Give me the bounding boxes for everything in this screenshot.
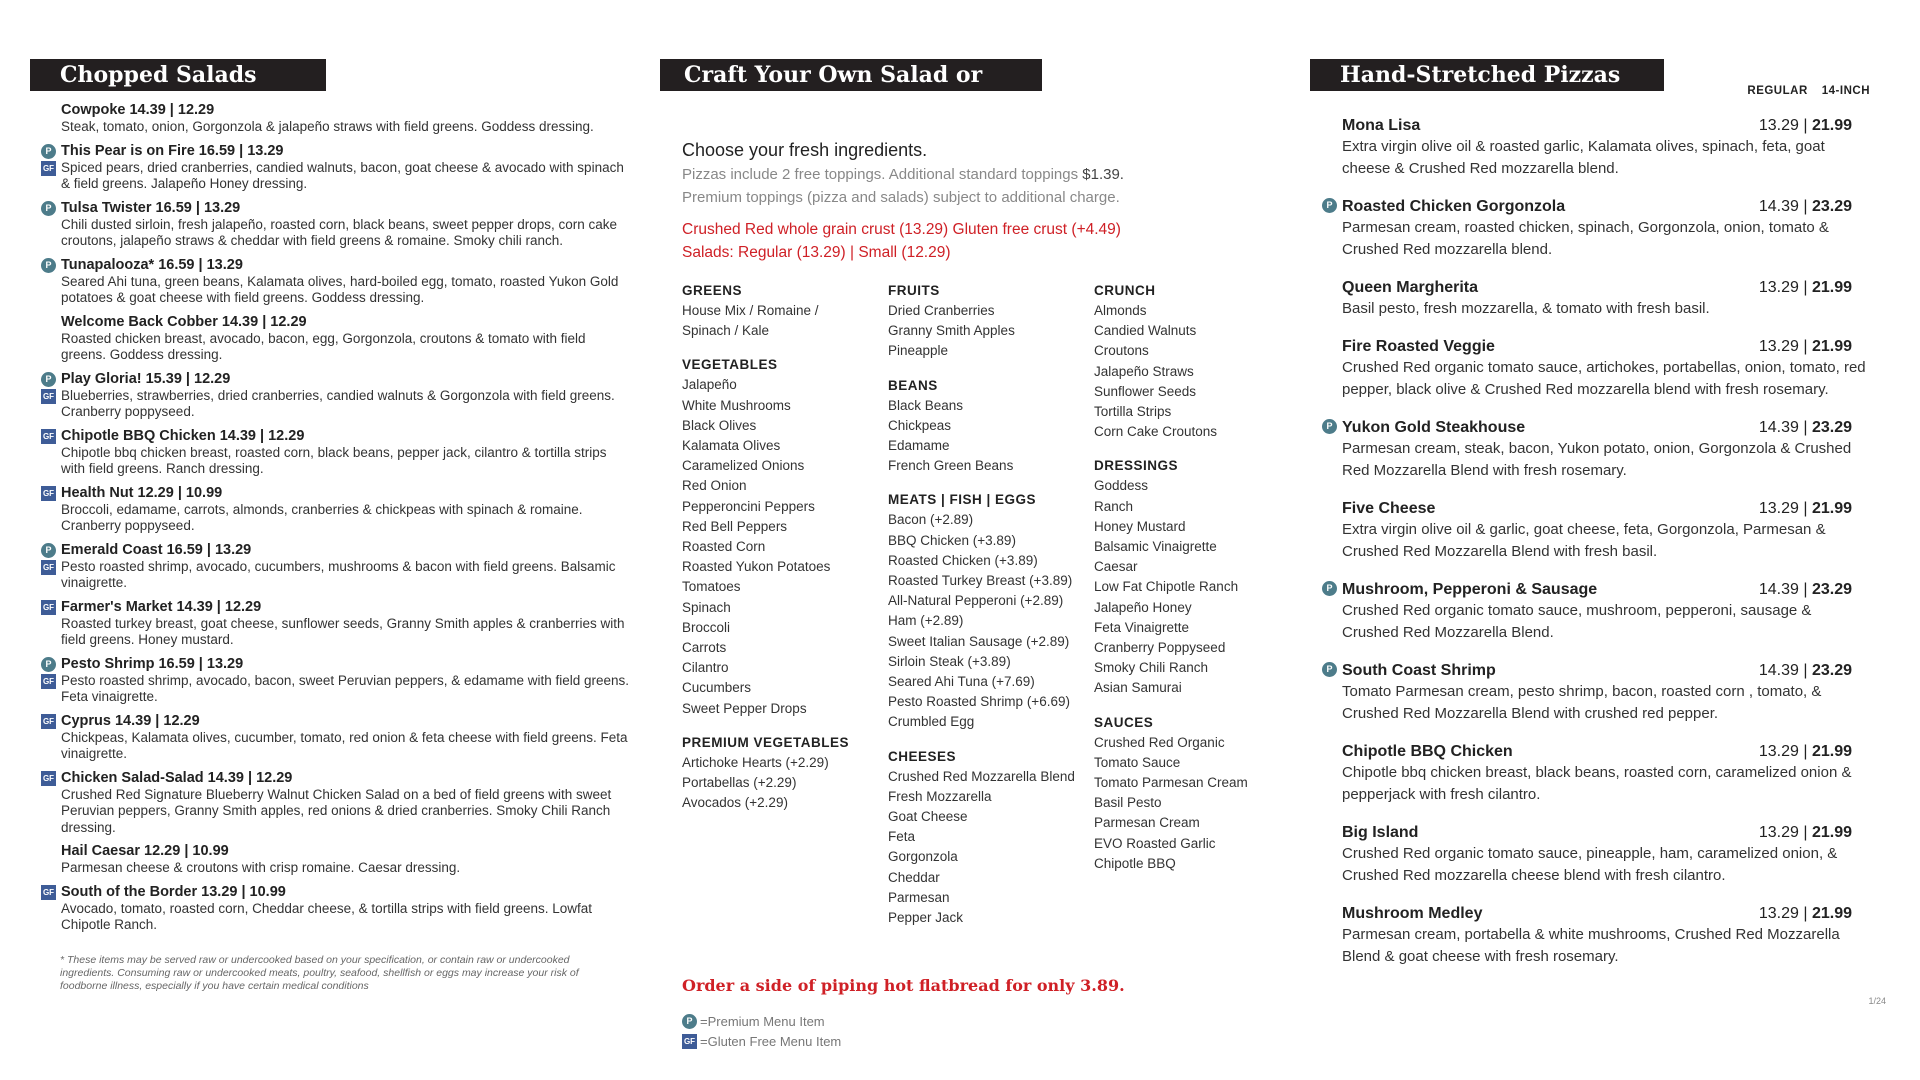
gluten-free-icon: GF xyxy=(41,771,56,786)
ingredient-group xyxy=(1094,713,1300,874)
ingredient-group-title: GREENS xyxy=(682,283,743,298)
salad-name: Cyprus 14.39 | 12.29 xyxy=(61,712,200,729)
salad-name: Chipotle BBQ Chicken 14.39 | 12.29 xyxy=(61,427,305,444)
pizza-item xyxy=(1310,336,1870,401)
pizza-name: Five Cheese xyxy=(1342,500,1436,517)
pizza-price-regular: 13.29 xyxy=(1758,905,1799,922)
salad-item xyxy=(30,598,630,649)
pizza-badges xyxy=(1322,581,1338,598)
salad-description: Steak, tomato, onion, Gorgonzola & jalapeño straws with field greens. Goddess dressing. xyxy=(61,119,594,134)
pizza-price-regular: 14.39 xyxy=(1758,662,1799,679)
premium-icon: P xyxy=(682,1014,697,1029)
ingredient-group xyxy=(888,376,1094,477)
pizza-title-row xyxy=(1342,417,1870,438)
ingredient-item: Tomatoes xyxy=(682,579,741,595)
pizza-name: Big Island xyxy=(1342,824,1419,841)
ingredient-group-title: CRUNCH xyxy=(1094,283,1156,298)
ingredient-item: Crushed Red Organic xyxy=(1094,734,1225,750)
salad-name: Pesto Shrimp 16.59 | 13.29 xyxy=(61,655,244,672)
raw-food-footnote: * These items may be served raw or undercooked based on your specification, or contain raw or undercooked ingredients. Consuming raw or undercooked meats, poultry, seafood, shellfish or eggs may increase your risk of foodborne illness, especially if you have certain medical conditions xyxy=(60,953,579,992)
ingredient-item: Black Olives xyxy=(682,417,757,433)
ingredient-item: Cucumbers xyxy=(682,680,752,696)
ingredient-group-title: FRUITS xyxy=(888,283,940,298)
pizza-item xyxy=(1310,822,1870,887)
salad-name: Hail Caesar 12.29 | 10.99 xyxy=(61,843,229,859)
pizza-price: 14.39 | 23.29 xyxy=(1758,419,1852,436)
ingredient-item: Goat Cheese xyxy=(888,809,968,825)
ingredient-item: Jalapeño xyxy=(682,377,737,393)
gluten-free-icon: GF xyxy=(682,1034,697,1049)
craft-toppings-price: $1.39. xyxy=(1082,166,1124,183)
ingredient-item: Candied Walnuts xyxy=(1094,323,1197,339)
pizza-description: Crushed Red organic tomato sauce, pineapple, ham, caramelized onion, & Crushed Red mozzarella cheese blend with fresh cilantro. xyxy=(1342,845,1838,884)
salad-badges xyxy=(41,429,57,446)
salad-name: South of the Border 13.29 | 10.99 xyxy=(61,883,286,900)
craft-toppings-note xyxy=(682,163,1300,186)
premium-icon: P xyxy=(1322,198,1337,213)
salad-item xyxy=(30,101,630,136)
ingredient-column xyxy=(1094,281,1300,942)
ingredient-item: Roasted Turkey Breast (+3.89) xyxy=(888,573,1073,589)
salad-badges xyxy=(41,201,57,218)
salad-badges xyxy=(41,543,57,577)
pizza-price-regular: 13.29 xyxy=(1758,743,1799,760)
pizza-name: Mona Lisa xyxy=(1342,117,1421,134)
salad-item xyxy=(30,655,630,706)
gluten-free-icon: GF xyxy=(41,560,56,575)
pizza-name: Roasted Chicken Gorgonzola xyxy=(1342,198,1566,215)
salad-name: Emerald Coast 16.59 | 13.29 xyxy=(61,541,252,558)
ingredient-item: Low Fat Chipotle Ranch xyxy=(1094,579,1239,595)
salad-description: Parmesan cheese & croutons with crisp romaine. Caesar dressing. xyxy=(61,860,461,875)
ingredient-item: Roasted Yukon Potatoes xyxy=(682,559,831,575)
pizza-item xyxy=(1310,579,1870,644)
ingredient-item: Ham (+2.89) xyxy=(888,613,964,629)
gluten-free-icon: GF xyxy=(41,600,56,615)
salad-description: Chipotle bbq chicken breast, roasted corn, black beans, pepper jack, cilantro & tortilla strips with field greens. Ranch dressing. xyxy=(61,444,607,476)
salad-badges xyxy=(41,885,57,902)
craft-header: Craft Your Own Salad or Pizza xyxy=(660,59,1042,91)
legend xyxy=(660,1011,1300,1051)
pizza-price: 14.39 | 23.29 xyxy=(1758,198,1852,215)
salad-description: Chickpeas, Kalamata olives, cucumber, tomato, red onion & feta cheese with field greens. Feta vinaigrette. xyxy=(61,729,628,761)
salad-item xyxy=(30,769,630,837)
salad-name: This Pear is on Fire 16.59 | 13.29 xyxy=(61,142,284,159)
pizza-badges xyxy=(1322,662,1338,679)
legend-premium xyxy=(682,1011,1300,1031)
ingredient-item: Roasted Chicken (+3.89) xyxy=(888,552,1038,568)
pizza-list xyxy=(1310,115,1890,968)
pizza-description: Parmesan cream, portabella & white mushrooms, Crushed Red Mozzarella Blend & goat cheese with fresh rosemary. xyxy=(1342,926,1840,965)
pizza-title-row xyxy=(1342,115,1870,136)
salad-name: Health Nut 12.29 | 10.99 xyxy=(61,484,223,501)
salad-item xyxy=(30,427,630,478)
ingredient-item: Tomato Parmesan Cream xyxy=(1094,775,1248,791)
salad-item xyxy=(30,142,630,193)
flatbread-offer: Order a side of piping hot flatbread for only 3.89. xyxy=(682,976,1125,996)
pizza-price-14-inch: 23.29 xyxy=(1811,198,1852,215)
ingredient-item: Crumbled Egg xyxy=(888,714,975,730)
ingredient-item: Honey Mustard xyxy=(1094,518,1186,534)
salad-name: Play Gloria! 15.39 | 12.29 xyxy=(61,370,231,387)
pizza-price: 13.29 | 21.99 xyxy=(1758,905,1852,922)
gluten-free-icon: GF xyxy=(41,161,56,176)
salad-item xyxy=(30,541,630,592)
ingredient-group xyxy=(682,355,888,718)
ingredient-item: Caesar xyxy=(1094,559,1138,575)
ingredient-item: Feta Vinaigrette xyxy=(1094,619,1190,635)
ingredient-item: Caramelized Onions xyxy=(682,458,805,474)
premium-icon: P xyxy=(41,372,56,387)
premium-icon: P xyxy=(41,657,56,672)
ingredient-item: Asian Samurai xyxy=(1094,680,1182,696)
pizza-item xyxy=(1310,417,1870,482)
pizza-price-14-inch: 21.99 xyxy=(1811,117,1852,134)
salad-description: Crushed Red Signature Blueberry Walnut Chicken Salad on a bed of field greens with sweet Peruvian peppers, Granny Smith apples, red onions & dried cranberries. Smoky Chili Ranch dressing. xyxy=(61,786,612,835)
pizza-item xyxy=(1310,660,1870,725)
pizzas-header: Hand-Stretched Pizzas xyxy=(1310,59,1664,91)
size-14-inch-label: 14-INCH xyxy=(1821,85,1870,97)
salad-description: Spiced pears, dried cranberries, candied walnuts, bacon, goat cheese & avocado with spinach & field greens. Jalapeño Honey dressing. xyxy=(61,159,624,191)
ingredient-group xyxy=(682,281,888,341)
salad-name: Tulsa Twister 16.59 | 13.29 xyxy=(61,199,241,216)
pizza-title-row xyxy=(1342,336,1870,357)
pizza-name: Mushroom, Pepperoni & Sausage xyxy=(1342,581,1598,598)
salad-badges xyxy=(41,372,57,406)
salad-item xyxy=(30,484,630,535)
salad-description: Roasted chicken breast, avocado, bacon, egg, Gorgonzola, croutons & tomato with field greens. Goddess dressing. xyxy=(61,330,586,362)
pizza-price-14-inch: 21.99 xyxy=(1811,279,1852,296)
gluten-free-icon: GF xyxy=(41,674,56,689)
salad-badges xyxy=(41,258,57,275)
pizza-description: Parmesan cream, roasted chicken, spinach, Gorgonzola, onion, tomato & Crushed Red mozzarella blend. xyxy=(1342,219,1829,258)
ingredient-item: Balsamic Vinaigrette xyxy=(1094,539,1217,555)
ingredient-item: Pepper Jack xyxy=(888,910,964,926)
gluten-free-icon: GF xyxy=(41,429,56,444)
ingredient-item: Ranch xyxy=(1094,498,1134,514)
pizza-name: Queen Margherita xyxy=(1342,279,1479,296)
salad-list xyxy=(30,101,630,934)
ingredient-item: Kalamata Olives xyxy=(682,438,781,454)
legend-gluten-free-text: =Gluten Free Menu Item xyxy=(700,1033,842,1049)
pizza-price-14-inch: 21.99 xyxy=(1811,743,1852,760)
craft-premium-note: Premium toppings (pizza and salads) subject to additional charge. xyxy=(682,189,1120,206)
ingredient-column xyxy=(888,281,1094,942)
salad-name: Cowpoke 14.39 | 12.29 xyxy=(61,102,215,118)
pizza-description: Extra virgin olive oil & garlic, goat cheese, feta, Gorgonzola, Parmesan & Crushed Red Mozzarella Blend with fresh basil. xyxy=(1342,521,1826,560)
ingredient-item: Chipotle BBQ xyxy=(1094,855,1176,871)
ingredient-item: Gorgonzola xyxy=(888,849,958,865)
ingredient-item: Cheddar xyxy=(888,869,940,885)
pizza-item xyxy=(1310,277,1870,320)
ingredient-item: Sweet Pepper Drops xyxy=(682,700,807,716)
ingredient-item: Red Onion xyxy=(682,478,747,494)
premium-icon: P xyxy=(41,144,56,159)
premium-icon: P xyxy=(1322,581,1337,596)
ingredient-item: Almonds xyxy=(1094,303,1147,318)
ingredient-item: Avocados (+2.29) xyxy=(682,795,788,811)
legend-premium-text: =Premium Menu Item xyxy=(700,1013,825,1029)
pizza-description: Chipotle bbq chicken breast, black beans, roasted corn, caramelized onion & pepperjack with fresh cilantro. xyxy=(1342,764,1852,803)
pizza-price-14-inch: 21.99 xyxy=(1811,824,1852,841)
ingredient-item: Edamame xyxy=(888,438,950,454)
ingredient-item: Roasted Corn xyxy=(682,539,766,555)
ingredient-item: Carrots xyxy=(682,640,727,656)
salad-badges xyxy=(41,771,57,788)
pizza-description: Crushed Red organic tomato sauce, artichokes, portabellas, onion, tomato, red pepper, black olive & Crushed Red mozzarella blend with fresh rosemary. xyxy=(1342,359,1866,398)
pizza-price-14-inch: 23.29 xyxy=(1811,662,1852,679)
ingredient-item: Seared Ahi Tuna (+7.69) xyxy=(888,674,1035,690)
ingredient-item: EVO Roasted Garlic xyxy=(1094,835,1216,851)
ingredient-group-title: SAUCES xyxy=(1094,714,1154,730)
pizza-price: 13.29 | 21.99 xyxy=(1758,824,1852,841)
pizza-price: 13.29 | 21.99 xyxy=(1758,743,1852,760)
ingredient-group-title: DRESSINGS xyxy=(1094,458,1179,474)
pizza-price-14-inch: 23.29 xyxy=(1811,581,1852,598)
salad-badges xyxy=(41,486,57,503)
ingredient-item: Pineapple xyxy=(888,343,949,359)
pizza-title-row xyxy=(1342,498,1870,519)
salad-description: Pesto roasted shrimp, avocado, bacon, sweet Peruvian peppers, & edamame with field greens. Feta vinaigrette. xyxy=(61,672,630,704)
ingredient-item: French Green Beans xyxy=(888,458,1014,474)
pizza-price: 13.29 | 21.99 xyxy=(1758,338,1852,355)
pizza-name: Fire Roasted Veggie xyxy=(1342,338,1495,355)
salad-item xyxy=(30,256,630,307)
ingredient-item: Dried Cranberries xyxy=(888,303,995,318)
ingredient-item: Red Bell Peppers xyxy=(682,518,788,534)
pizza-price-regular: 13.29 xyxy=(1758,500,1799,517)
gluten-free-icon: GF xyxy=(41,486,56,501)
craft-intro-heading: Choose your fresh ingredients. xyxy=(682,140,928,160)
ingredient-item: Chickpeas xyxy=(888,417,952,433)
ingredient-group-title: MEATS | FISH | EGGS xyxy=(888,492,1037,508)
premium-icon: P xyxy=(1322,419,1337,434)
ingredient-item: Smoky Chili Ranch xyxy=(1094,660,1209,676)
pizza-price: 14.39 | 23.29 xyxy=(1758,581,1852,598)
pizza-title-row xyxy=(1342,660,1870,681)
ingredient-item: Sweet Italian Sausage (+2.89) xyxy=(888,633,1070,649)
salad-badges xyxy=(41,714,57,731)
pizza-price: 14.39 | 23.29 xyxy=(1758,662,1852,679)
ingredient-item: Spinach xyxy=(682,599,731,615)
ingredient-item: Basil Pesto xyxy=(1094,795,1162,811)
salad-description: Blueberries, strawberries, dried cranberries, candied walnuts & Gorgonzola with field greens. Cranberry poppyseed. xyxy=(61,387,615,419)
ingredient-item: Corn Cake Croutons xyxy=(1094,424,1218,440)
pizza-price: 13.29 | 21.99 xyxy=(1758,500,1852,517)
ingredient-group-title: BEANS xyxy=(888,377,938,393)
pizza-name: Yukon Gold Steakhouse xyxy=(1342,419,1526,436)
ingredient-group-title: PREMIUM VEGETABLES xyxy=(682,734,850,750)
pizza-title-row xyxy=(1342,741,1870,762)
pizza-price-regular: 13.29 xyxy=(1758,117,1799,134)
pizza-description: Tomato Parmesan cream, pesto shrimp, bacon, roasted corn , tomato, & Crushed Red Mozzarella Blend with crushed red pepper. xyxy=(1342,683,1822,722)
salad-size-options: Salads: Regular (13.29) | Small (12.29) xyxy=(682,244,951,261)
pizza-price-14-inch: 21.99 xyxy=(1811,500,1852,517)
craft-intro xyxy=(660,137,1300,264)
ingredient-group xyxy=(1094,281,1300,442)
pizza-price-14-inch: 21.99 xyxy=(1811,905,1852,922)
ingredient-item: Jalapeño Straws xyxy=(1094,363,1194,379)
ingredient-group xyxy=(888,281,1094,362)
pizza-title-row xyxy=(1342,277,1870,298)
salad-badges xyxy=(41,144,57,178)
pizza-price-regular: 13.29 xyxy=(1758,338,1799,355)
ingredient-item: Fresh Mozzarella xyxy=(888,788,992,804)
salad-description: Seared Ahi tuna, green beans, Kalamata olives, hard-boiled egg, tomato, roasted Yukon Gold potatoes & goat cheese with field greens. Goddess dressing. xyxy=(61,273,619,305)
pizza-title-row xyxy=(1342,579,1870,600)
gluten-free-icon: GF xyxy=(41,714,56,729)
ingredient-item: All-Natural Pepperoni (+2.89) xyxy=(888,593,1064,609)
pizza-title-row xyxy=(1342,903,1870,924)
salad-description: Pesto roasted shrimp, avocado, cucumbers, mushrooms & bacon with field greens. Balsamic vinaigrette. xyxy=(61,558,616,590)
salad-name: Tunapalooza* 16.59 | 13.29 xyxy=(61,256,243,273)
pizza-title-row xyxy=(1342,822,1870,843)
ingredient-item: Croutons xyxy=(1094,343,1149,359)
page-number: 1/24 xyxy=(1868,996,1886,1006)
pizza-item xyxy=(1310,498,1870,563)
salad-description: Broccoli, edamame, carrots, almonds, cranberries & chickpeas with spinach & romaine. Cranberry poppyseed. xyxy=(61,501,583,533)
chopped-salads-header: Chopped Salads xyxy=(30,59,326,91)
premium-icon: P xyxy=(41,258,56,273)
pizza-price-14-inch: 21.99 xyxy=(1811,338,1852,355)
ingredient-item: Granny Smith Apples xyxy=(888,323,1015,339)
salad-badges xyxy=(41,657,57,691)
ingredient-column xyxy=(682,281,888,942)
pizza-price-regular: 13.29 xyxy=(1758,279,1799,296)
salad-item xyxy=(30,842,630,877)
ingredient-group xyxy=(888,490,1094,732)
ingredient-item: Parmesan Cream xyxy=(1094,815,1200,831)
ingredient-item: Pesto Roasted Shrimp (+6.69) xyxy=(888,694,1070,710)
pizza-badges xyxy=(1322,198,1338,215)
ingredient-group-title: CHEESES xyxy=(888,748,957,764)
pizza-name: Mushroom Medley xyxy=(1342,905,1483,922)
ingredient-item: Pepperoncini Peppers xyxy=(682,498,815,514)
salad-item xyxy=(30,313,630,364)
ingredient-item: Sirloin Steak (+3.89) xyxy=(888,653,1011,669)
chopped-salads-section xyxy=(30,59,630,993)
ingredient-item: Artichoke Hearts (+2.29) xyxy=(682,754,829,770)
ingredient-item: Sunflower Seeds xyxy=(1094,383,1197,399)
pizza-description: Parmesan cream, steak, bacon, Yukon potato, onion, Gorgonzola & Crushed Red Mozzarella Blend with fresh rosemary. xyxy=(1342,440,1852,479)
salad-name: Farmer's Market 14.39 | 12.29 xyxy=(61,598,262,615)
pizza-item xyxy=(1310,196,1870,261)
ingredient-item: House Mix / Romaine / xyxy=(682,303,819,318)
ingredient-item: Portabellas (+2.29) xyxy=(682,775,797,791)
ingredient-item: Parmesan xyxy=(888,889,950,905)
gluten-free-icon: GF xyxy=(41,885,56,900)
ingredient-item: Tomato Sauce xyxy=(1094,754,1181,770)
craft-your-own-section xyxy=(660,59,1300,1051)
pizza-description: Basil pesto, fresh mozzarella, & tomato with fresh basil. xyxy=(1342,300,1710,317)
salad-description: Avocado, tomato, roasted corn, Cheddar cheese, & tortilla strips with field greens. Lowfat Chipotle Ranch. xyxy=(61,900,593,932)
salad-badges xyxy=(41,600,57,617)
ingredient-item: Cranberry Poppyseed xyxy=(1094,640,1226,656)
ingredient-item: BBQ Chicken (+3.89) xyxy=(888,532,1016,548)
premium-icon: P xyxy=(41,201,56,216)
ingredient-grid xyxy=(660,281,1300,942)
pizza-price: 13.29 | 21.99 xyxy=(1758,279,1852,296)
legend-gluten-free xyxy=(682,1031,1300,1051)
hand-stretched-pizzas-section xyxy=(1310,59,1890,984)
pizza-price-14-inch: 23.29 xyxy=(1811,419,1852,436)
pizza-price-regular: 14.39 xyxy=(1758,581,1799,598)
ingredient-item: Black Beans xyxy=(888,397,964,413)
pizza-item xyxy=(1310,115,1870,180)
salad-item xyxy=(30,883,630,934)
premium-icon: P xyxy=(1322,662,1337,677)
pizza-item xyxy=(1310,903,1870,968)
ingredient-group-title: VEGETABLES xyxy=(682,357,778,373)
pizza-badges xyxy=(1322,419,1338,436)
salad-description: Roasted turkey breast, goat cheese, sunflower seeds, Granny Smith apples & cranberries with field greens. Honey mustard. xyxy=(61,615,625,647)
salad-description: Chili dusted sirloin, fresh jalapeño, roasted corn, black beans, sweet pepper drops, corn cake croutons, jalapeño straws & cheddar with field greens & romaine. Smoky chili ranch. xyxy=(61,216,618,248)
salad-name: Welcome Back Cobber 14.39 | 12.29 xyxy=(61,313,307,330)
pizza-price-regular: 14.39 xyxy=(1758,419,1799,436)
ingredient-group xyxy=(1094,456,1300,698)
ingredient-item: Feta xyxy=(888,829,916,845)
pizza-item xyxy=(1310,741,1870,806)
salad-name: Chicken Salad-Salad 14.39 | 12.29 xyxy=(61,769,293,786)
size-header xyxy=(1733,85,1870,97)
craft-toppings-text: Pizzas include 2 free toppings. Additional standard toppings xyxy=(682,166,1079,183)
pizza-name: Chipotle BBQ Chicken xyxy=(1342,743,1513,760)
ingredient-item: White Mushrooms xyxy=(682,397,791,413)
pizza-title-row xyxy=(1342,196,1870,217)
ingredient-item: Tortilla Strips xyxy=(1094,404,1172,420)
gluten-free-icon: GF xyxy=(41,389,56,404)
pizza-description: Extra virgin olive oil & roasted garlic, Kalamata olives, spinach, feta, goat cheese & Crushed Red mozzarella blend. xyxy=(1342,138,1825,177)
premium-icon: P xyxy=(41,543,56,558)
pizza-price: 13.29 | 21.99 xyxy=(1758,117,1852,134)
salad-item xyxy=(30,199,630,250)
size-regular-label: REGULAR xyxy=(1747,85,1808,97)
ingredient-item: Crushed Red Mozzarella Blend xyxy=(888,768,1075,784)
salad-item xyxy=(30,370,630,421)
ingredient-item: Goddess xyxy=(1094,478,1149,494)
ingredient-group xyxy=(888,747,1094,929)
ingredient-item: Bacon (+2.89) xyxy=(888,512,974,528)
ingredient-group xyxy=(682,733,888,814)
ingredient-item: Cilantro xyxy=(682,660,729,676)
pizza-name: South Coast Shrimp xyxy=(1342,662,1496,679)
crust-options: Crushed Red whole grain crust (13.29) Gluten free crust (+4.49) xyxy=(682,221,1121,238)
pizza-description: Crushed Red organic tomato sauce, mushroom, pepperoni, sausage & Crushed Red Mozzarella Blend. xyxy=(1342,602,1812,641)
pizza-price-regular: 14.39 xyxy=(1758,198,1799,215)
salad-item xyxy=(30,712,630,763)
ingredient-item: Jalapeño Honey xyxy=(1094,599,1192,615)
ingredient-item: Spinach / Kale xyxy=(682,323,770,339)
pizza-price-regular: 13.29 xyxy=(1758,824,1799,841)
ingredient-item: Broccoli xyxy=(682,619,731,635)
